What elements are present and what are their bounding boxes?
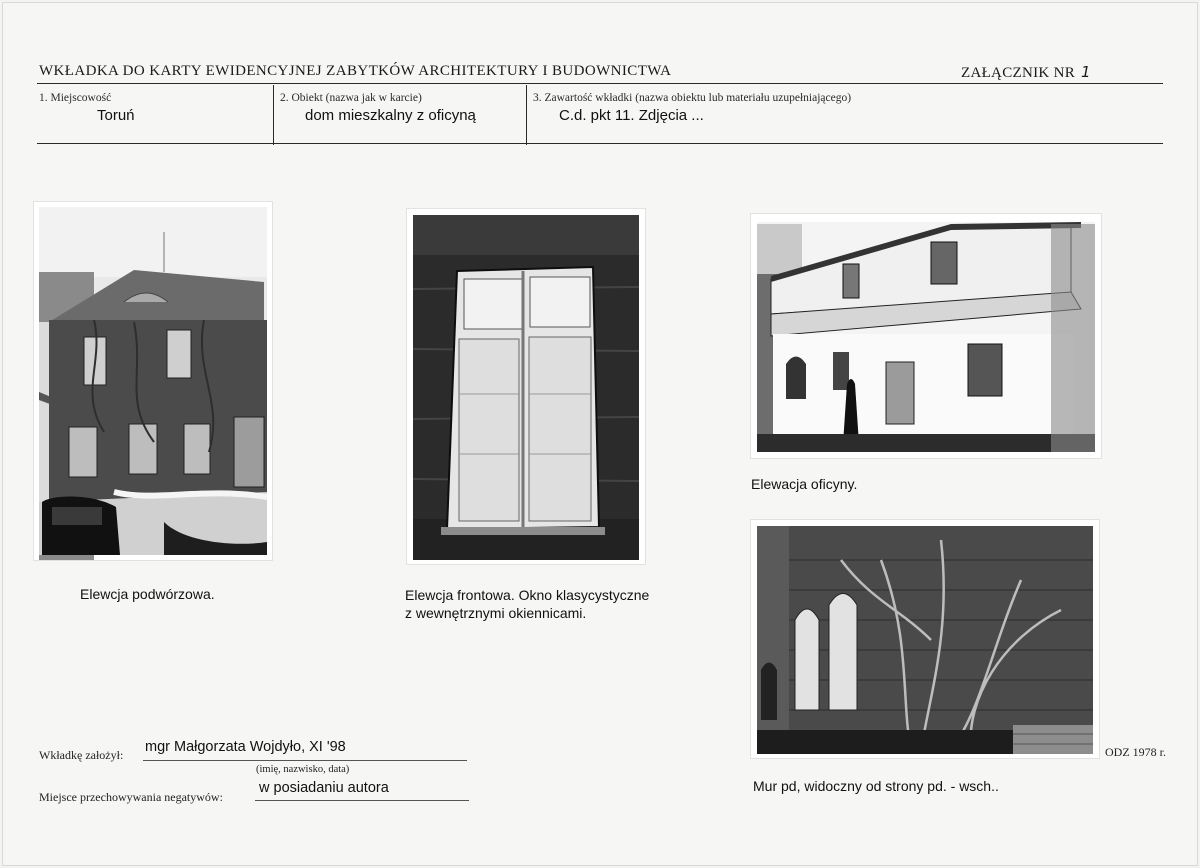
header-rule (37, 83, 1163, 84)
caption-south-wall: Mur pd, widoczny od strony pd. - wsch.. (753, 778, 999, 794)
field-label-contents: 3. Zawartość wkładki (nazwa obiektu lub materiału uzupełniającego) (533, 92, 852, 104)
field-value-contents: C.d. pkt 11. Zdjęcia ... (559, 107, 704, 124)
document-title: WKŁADKA DO KARTY EWIDENCYJNEJ ZABYTKÓW ARCHITEKTURY I BUDOWNICTWA (39, 63, 672, 79)
caption-front-window (405, 586, 649, 622)
photo-outbuilding-elevation (751, 214, 1101, 458)
photo-south-wall (751, 520, 1099, 758)
fields-rule (37, 143, 1163, 144)
field-value-locality: Toruń (97, 107, 135, 124)
field-label-locality: 1. Miejscowość (39, 92, 112, 104)
author-value: mgr Małgorzata Wojdyło, XI '98 (145, 739, 346, 755)
author-label: Wkładkę założył: (39, 748, 124, 762)
negatives-value: w posiadaniu autora (259, 780, 389, 796)
field-value-object: dom mieszkalny z oficyną (305, 107, 476, 124)
negatives-label: Miejsce przechowywania negatywów: (39, 790, 223, 804)
annex-label-text: ZAŁĄCZNIK NR (961, 65, 1076, 81)
document-sheet (2, 2, 1198, 866)
photo-courtyard-elevation (34, 202, 272, 560)
field-divider (526, 85, 527, 145)
photo-front-window (407, 209, 645, 564)
annex-label (961, 63, 1091, 82)
caption-front-window-line2: z wewnętrznymi okiennicami. (405, 605, 587, 621)
author-hint: (imię, nazwisko, data) (256, 764, 350, 775)
author-line (143, 760, 467, 761)
caption-courtyard-elevation: Elewcja podwórzowa. (80, 586, 215, 602)
field-label-object: 2. Obiekt (nazwa jak w karcie) (280, 92, 422, 104)
negatives-line (255, 800, 469, 801)
caption-front-window-line1: Elewcja frontowa. Okno klasycystyczne (405, 587, 650, 603)
annex-number: 1 (1081, 63, 1091, 81)
form-code: ODZ 1978 r. (1105, 745, 1166, 759)
caption-outbuilding-elevation: Elewacja oficyny. (751, 476, 858, 492)
field-divider (273, 85, 274, 145)
